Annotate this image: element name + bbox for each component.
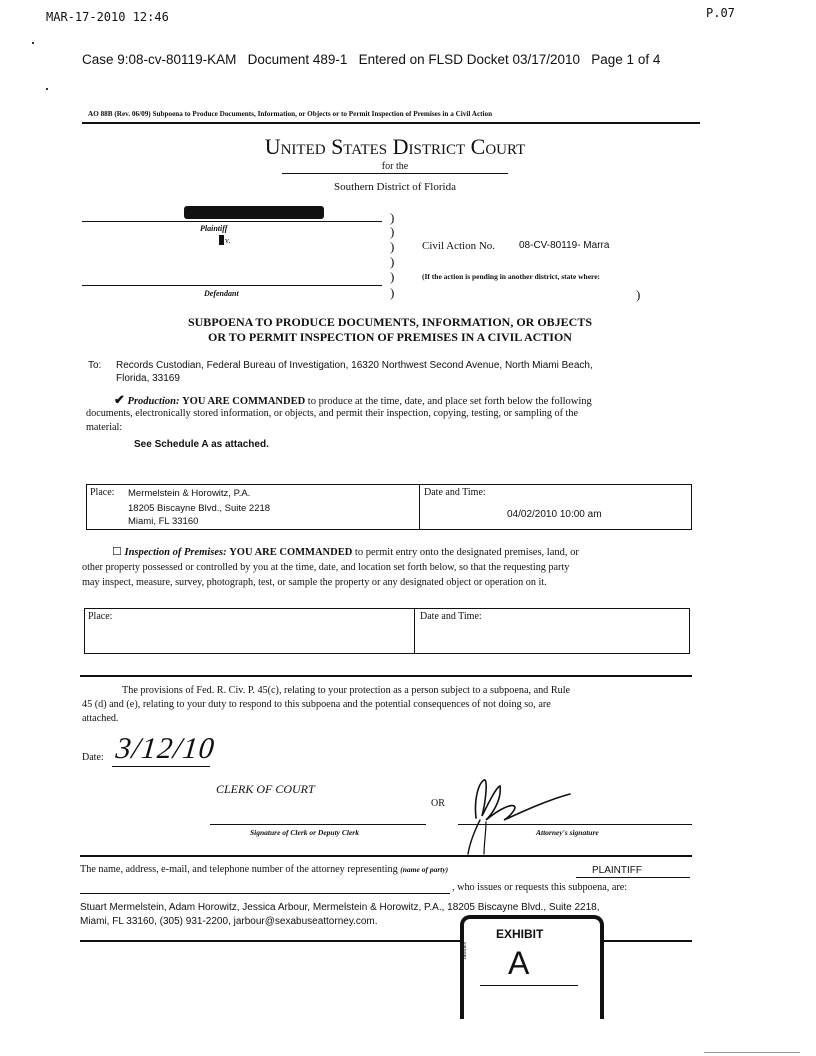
exhibit-label: EXHIBIT [496,927,544,941]
fax-datetime: MAR-17-2010 12:46 [46,10,169,24]
inspection-line-1 [112,545,579,558]
inspection-box-divider [414,608,415,654]
v-mark: v. [225,236,231,245]
exhibit-line [480,985,578,986]
production-date-label: Date and Time: [424,487,486,498]
production-place-label: Place: [90,487,115,498]
provisions-line-2: 45 (d) and (e), relating to your duty to respond to this subpoena and the potential consequences of not doing so, are [82,699,551,710]
paren-col: ) [390,224,395,239]
fax-page: P.07 [706,6,735,20]
form-id: AO 88B (Rev. 06/09) Subpoena to Produce Documents, Information, or Objects or to Permit Inspection of Premises in a Civil Action [88,110,493,118]
court-title: United States District Court [264,134,526,159]
speck [32,42,34,44]
exhibit-sticker [460,915,604,1019]
attorney-info-2: Miami, FL 33160, (305) 931-2200, jarbour@sexabuseattorney.com. [80,916,378,927]
bottom-rule-right [600,940,692,942]
production-line-2: documents, electronically stored information, or objects, and permit their inspection, copying, testing, or sampling of the [86,408,578,419]
plaintiff-line [82,221,382,222]
attorney-line-2: , who issues or requests this subpoena, are: [452,882,628,893]
civil-action-label: Civil Action No. [422,240,496,252]
district-name: Southern District of Florida [334,181,456,193]
district-rule [282,173,508,174]
subpoena-title-1: SUBPOENA TO PRODUCE DOCUMENTS, INFORMATION, OR OBJECTS [187,315,593,329]
provisions-line-1: The provisions of Fed. R. Civ. P. 45(c), relating to your protection as a person subject to a subpoena, and Rule [122,685,571,696]
exhibit-tab-brand: tabbies [462,942,468,959]
attorney-signature [456,770,586,860]
production-commanded: YOU ARE COMMANDED [182,396,306,407]
inspection-line-3: may inspect, measure, survey, photograph, test, or sample the property or any designated object or operation on it. [82,577,547,588]
production-line-3: material: [86,422,123,433]
clerk-sig-label: Signature of Clerk or Deputy Clerk [250,828,359,837]
other-district-close: ) [636,287,641,302]
production-place-line-3: Miami, FL 33160 [128,516,199,527]
attorney-info-1: Stuart Mermelstein, Adam Horowitz, Jessica Arbour, Mermelstein & Horowitz, P.A., 18205 Biscayne Blvd., Suite 2218, [80,902,600,913]
production-text: to produce at the time, date, and place set forth below the following [305,396,592,407]
defendant-line [82,285,382,286]
attorney-rule [80,855,692,857]
production-place-line-1: Mermelstein & Horowitz, P.A. [128,488,251,499]
name-of-party-note: (name of party) [400,865,449,874]
civil-action-number: 08-CV-80119- Marra [519,240,610,251]
attorney-sig-label: Attorney's signature [536,828,599,837]
paren-col: ) [390,269,395,284]
production-line-1 [114,392,592,408]
inspection-commanded: YOU ARE COMMANDED [229,547,353,558]
attorney-line-1-text: The name, address, e-mail, and telephone number of the attorney representing [80,864,398,875]
inspection-label: Inspection of Premises: [124,547,227,558]
other-district-note: (If the action is pending in another district, state where: [422,272,601,281]
for-the: for the [381,161,409,172]
paren-col: ) [390,239,395,254]
production-date-value: 04/02/2010 10:00 am [507,509,602,520]
top-rule [82,122,700,124]
production-label: Production: [127,396,180,407]
paren-col: ) [390,210,395,225]
subpoena-title-2: OR TO PERMIT INSPECTION OF PREMISES IN A CIVIL ACTION [208,330,572,344]
date-value: 3/12/10 [114,732,217,765]
court-docket-header: Case 9:08-cv-80119-KAM Document 489-1 Entered on FLSD Docket 03/17/2010 Page 1 of 4 [82,52,661,67]
production-place-line-2: 18205 Biscayne Blvd., Suite 2218 [128,503,271,514]
inspection-date-label: Date and Time: [420,611,482,622]
exhibit-letter: A [508,945,530,981]
inspection-check: ☐ [112,546,122,558]
v-mark-redaction [219,235,224,245]
inspection-place-label: Place: [88,611,113,622]
speck [46,88,48,90]
party-name: PLAINTIFF [592,865,643,876]
party-line [576,877,690,878]
provisions-rule [80,675,692,677]
to-label: To: [88,360,102,371]
paren-col: ) [390,285,395,300]
inspection-text: to permit entry onto the designated premises, land, or [352,547,579,558]
production-box-divider [419,484,420,530]
or-label: OR [431,798,445,809]
party-continuation-line [80,893,450,894]
redacted-plaintiff [184,206,324,219]
clerk-of-court: CLERK OF COURT [216,782,315,796]
page-edge-mark [704,1052,800,1053]
inspection-line-2: other property possessed or controlled by you at the time, date, and location set forth below, so that the requesting party [82,562,570,573]
paren-col: ) [390,254,395,269]
provisions-line-3: attached. [82,713,119,724]
date-label: Date: [82,752,104,763]
defendant-label: Defendant [204,289,239,298]
clerk-sig-line [210,824,426,825]
inspection-box [84,608,690,654]
schedule-note: See Schedule A as attached. [134,439,269,450]
attorney-line-1 [80,864,448,875]
to-line-1: Records Custodian, Federal Bureau of Investigation, 16320 Northwest Second Avenue, North Miami Beach, [116,360,593,371]
to-line-2: Florida, 33169 [116,373,180,384]
plaintiff-label: Plaintiff [200,224,228,233]
date-line [112,766,210,767]
production-check: ✔ [114,392,125,407]
bottom-rule-left [80,940,460,942]
